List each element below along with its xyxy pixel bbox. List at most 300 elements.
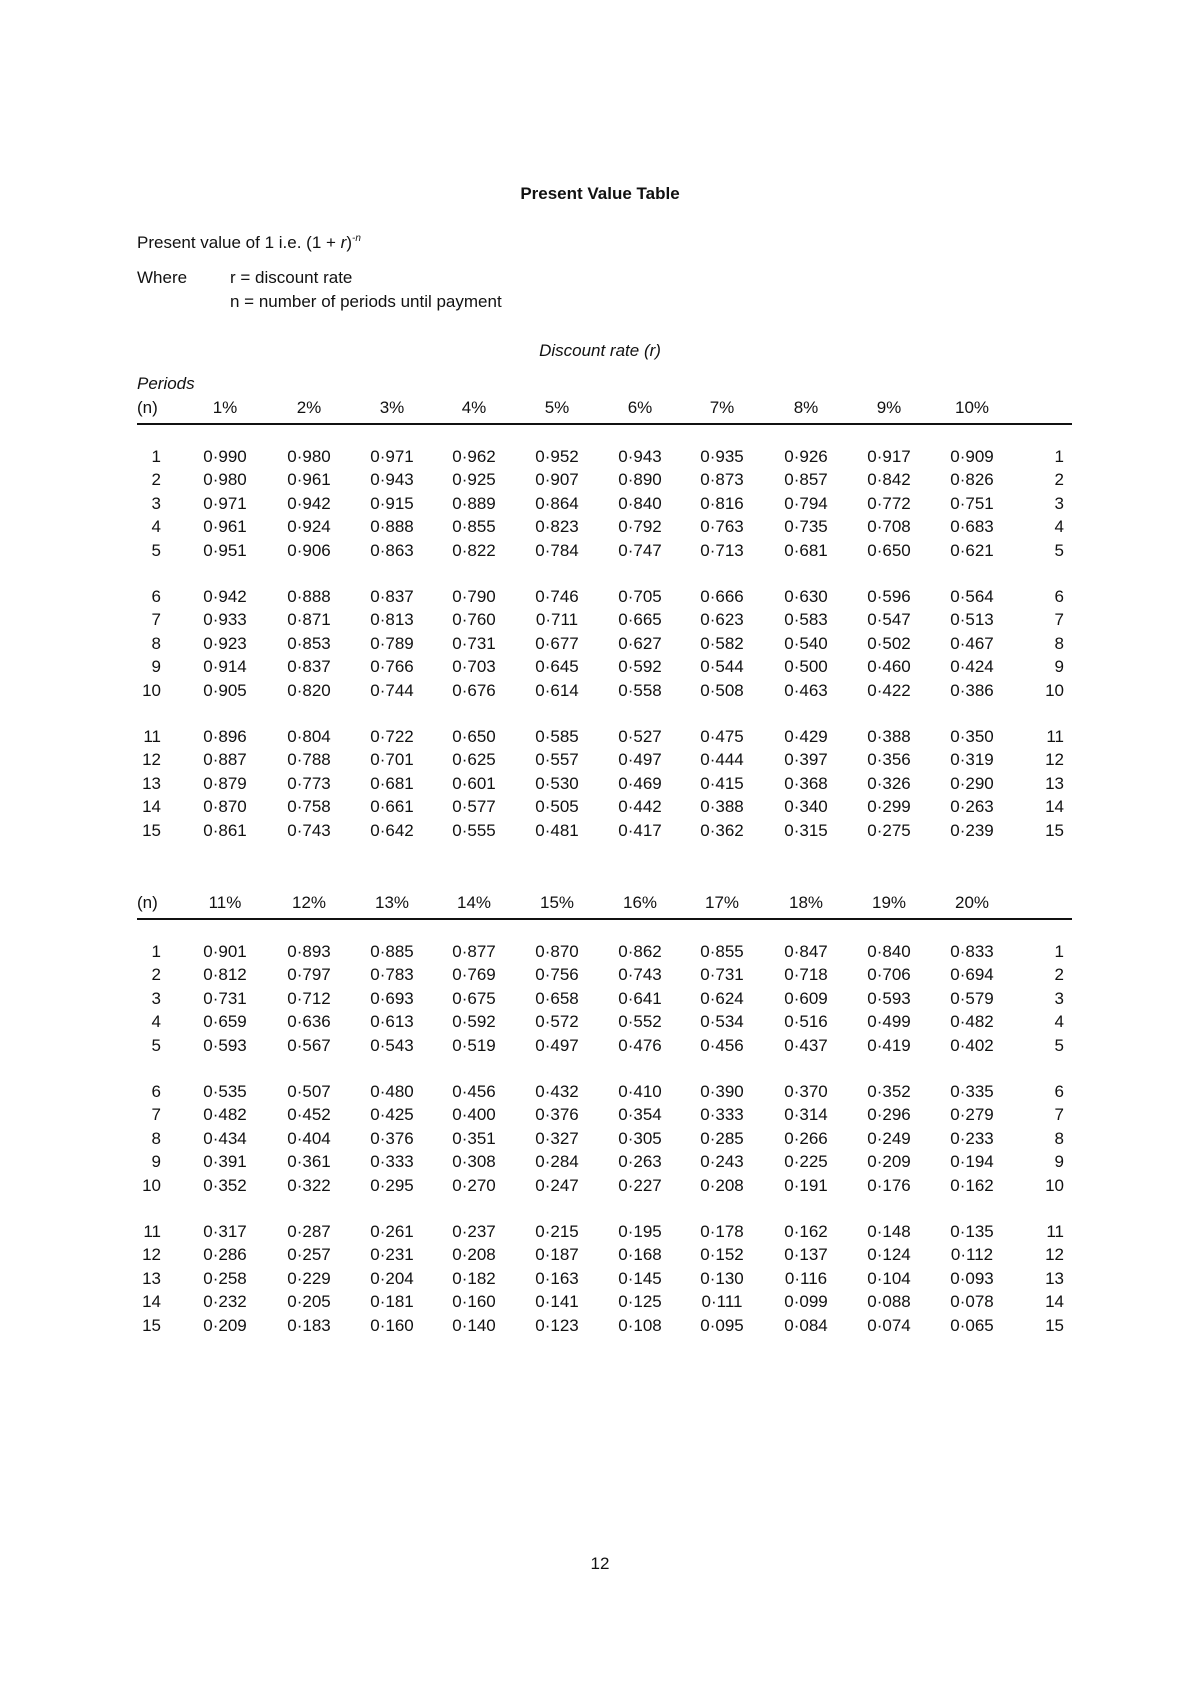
period-label-right: 15 (1045, 1315, 1064, 1335)
table-cell: 0·534 (700, 1012, 744, 1032)
rate-column-header: 8% (793, 398, 819, 417)
table-row (0, 517, 1200, 540)
period-label-left: 10 (142, 1175, 161, 1195)
table-cell: 0·163 (535, 1268, 579, 1288)
table-cell: 0·469 (618, 773, 662, 793)
table-row (0, 634, 1200, 657)
period-label-left: 14 (142, 1292, 161, 1312)
table-cell: 0·907 (535, 470, 579, 490)
rate-column-header: 7% (709, 398, 735, 417)
table-row (0, 610, 1200, 633)
table-cell: 0·609 (784, 988, 828, 1008)
table-cell: 0·111 (701, 1292, 743, 1312)
table-cell: 0·624 (700, 988, 744, 1008)
period-label-right: 3 (1054, 493, 1064, 513)
table-row (0, 494, 1200, 517)
table-cell: 0·914 (203, 657, 247, 677)
table-cell: 0·593 (867, 988, 911, 1008)
table-cell: 0·613 (370, 1012, 414, 1032)
table-cell: 0·481 (535, 820, 579, 840)
table-cell: 0·243 (700, 1152, 744, 1172)
table-cell: 0·746 (535, 587, 579, 606)
table-cell: 0·388 (867, 727, 911, 746)
table-cell: 0·877 (452, 942, 496, 961)
table-cell: 0·905 (203, 680, 247, 700)
period-label-left: 9 (151, 1152, 161, 1172)
table-cell: 0·887 (203, 750, 247, 770)
period-label-left: 15 (142, 820, 161, 840)
table-cell: 0·943 (618, 447, 662, 466)
table-cell: 0·871 (287, 610, 331, 630)
table-cell: 0·593 (203, 1035, 247, 1055)
period-label-left: 14 (142, 797, 161, 817)
table-cell: 0·642 (370, 820, 414, 840)
period-label-left: 10 (142, 680, 161, 700)
table-cell: 0·391 (203, 1152, 247, 1172)
period-label-left: 11 (143, 1222, 161, 1241)
table-cell: 0·400 (452, 1105, 496, 1125)
n-column-header: (n) (137, 893, 158, 912)
table-cell: 0·160 (452, 1292, 496, 1312)
page-title: Present Value Table (520, 184, 680, 203)
table-cell: 0·677 (535, 633, 579, 653)
table-cell: 0·758 (287, 797, 331, 817)
table-cell: 0·125 (618, 1292, 662, 1312)
table-cell: 0·592 (452, 1012, 496, 1032)
table-cell: 0·182 (452, 1268, 496, 1288)
table-cell: 0·390 (700, 1082, 744, 1101)
table-header-row (0, 398, 1200, 422)
table-cell: 0·376 (535, 1105, 579, 1125)
period-label-right: 10 (1045, 680, 1064, 700)
table-cell: 0·711 (535, 610, 579, 630)
table-cell: 0·326 (867, 773, 911, 793)
table-cell: 0·432 (535, 1082, 579, 1101)
table-cell: 0·703 (452, 657, 496, 677)
table-row (0, 1176, 1200, 1199)
table-cell: 0·352 (203, 1175, 247, 1195)
n-column-header: (n) (137, 398, 158, 417)
table-cell: 0·463 (784, 680, 828, 700)
table-row (0, 1129, 1200, 1152)
table-cell: 0·681 (784, 540, 828, 560)
table-cell: 0·404 (287, 1128, 331, 1148)
table-cell: 0·889 (452, 493, 496, 513)
table-cell: 0·084 (784, 1315, 828, 1335)
table-cell: 0·237 (452, 1222, 496, 1241)
table-cell: 0·476 (618, 1035, 662, 1055)
table-cell: 0·630 (784, 587, 828, 606)
table-cell: 0·773 (287, 773, 331, 793)
rate-column-header: 20% (954, 893, 990, 912)
period-label-left: 12 (142, 1245, 161, 1265)
table-cell: 0·804 (287, 727, 331, 746)
header-rule (137, 918, 1072, 920)
table-cell: 0·233 (950, 1128, 994, 1148)
table-cell: 0·099 (784, 1292, 828, 1312)
table-row (0, 541, 1200, 564)
period-label-left: 2 (151, 965, 161, 985)
table-cell: 0·162 (950, 1175, 994, 1195)
period-label-right: 1 (1054, 942, 1064, 961)
period-label-right: 13 (1045, 1268, 1064, 1288)
table-cell: 0·820 (287, 680, 331, 700)
table-cell: 0·659 (203, 1012, 247, 1032)
table-cell: 0·368 (784, 773, 828, 793)
table-cell: 0·980 (287, 447, 331, 466)
formula-r: r (340, 233, 347, 252)
table-cell: 0·862 (618, 942, 662, 961)
table-cell: 0·743 (287, 820, 331, 840)
table-cell: 0·915 (370, 493, 414, 513)
table-cell: 0·572 (535, 1012, 579, 1032)
rate-column-header: 3% (379, 398, 405, 417)
table-cell: 0·286 (203, 1245, 247, 1265)
table-cell: 0·505 (535, 797, 579, 817)
table-cell: 0·104 (867, 1268, 911, 1288)
table-cell: 0·926 (784, 447, 828, 466)
table-cell: 0·315 (784, 820, 828, 840)
rate-column-header: 15% (539, 893, 575, 912)
table-row (0, 1012, 1200, 1035)
table-cell: 0·951 (203, 540, 247, 560)
table-row (0, 750, 1200, 773)
table-cell: 0·284 (535, 1152, 579, 1172)
table-cell: 0·356 (867, 750, 911, 770)
period-label-left: 8 (151, 1128, 161, 1148)
table-row (0, 965, 1200, 988)
table-cell: 0·766 (370, 657, 414, 677)
table-cell: 0·074 (867, 1315, 911, 1335)
table-cell: 0·961 (203, 517, 247, 537)
table-cell: 0·519 (452, 1035, 496, 1055)
period-label-left: 5 (151, 540, 161, 560)
table-cell: 0·327 (535, 1128, 579, 1148)
rate-column-header: 6% (627, 398, 653, 417)
table-cell: 0·917 (867, 447, 911, 466)
period-label-left: 12 (142, 750, 161, 770)
table-cell: 0·176 (867, 1175, 911, 1195)
table-cell: 0·760 (452, 610, 496, 630)
table-cell: 0·124 (867, 1245, 911, 1265)
table-cell: 0·499 (867, 1012, 911, 1032)
table-cell: 0·279 (950, 1105, 994, 1125)
table-cell: 0·722 (370, 727, 414, 746)
table-cell: 0·712 (287, 988, 331, 1008)
period-label-right: 15 (1045, 820, 1064, 840)
table-cell: 0·842 (867, 470, 911, 490)
rate-column-header: 2% (296, 398, 322, 417)
table-cell: 0·783 (370, 965, 414, 985)
table-cell: 0·693 (370, 988, 414, 1008)
table-cell: 0·621 (950, 540, 994, 560)
page-number: 12 (590, 1554, 610, 1573)
table-cell: 0·583 (784, 610, 828, 630)
table-cell: 0·112 (950, 1245, 994, 1265)
table-cell: 0·208 (452, 1245, 496, 1265)
table-row (0, 1316, 1200, 1339)
table-cell: 0·788 (287, 750, 331, 770)
period-label-right: 4 (1054, 1012, 1064, 1032)
table-cell: 0·833 (950, 942, 994, 961)
table-cell: 0·582 (700, 633, 744, 653)
table-cell: 0·370 (784, 1082, 828, 1101)
table-cell: 0·231 (370, 1245, 414, 1265)
table-cell: 0·888 (287, 587, 331, 606)
table-cell: 0·333 (700, 1105, 744, 1125)
table-cell: 0·826 (950, 470, 994, 490)
table-cell: 0·666 (700, 587, 744, 606)
table-cell: 0·263 (950, 797, 994, 817)
table-cell: 0·088 (867, 1292, 911, 1312)
table-cell: 0·141 (535, 1292, 579, 1312)
table-cell: 0·425 (370, 1105, 414, 1125)
table-cell: 0·456 (452, 1082, 496, 1101)
table-cell: 0·837 (287, 657, 331, 677)
table-cell: 0·645 (535, 657, 579, 677)
periods-label: Periods (137, 374, 195, 393)
table-row (0, 681, 1200, 704)
table-cell: 0·896 (203, 727, 247, 746)
table-cell: 0·822 (452, 540, 496, 560)
header-rule (137, 423, 1072, 425)
table-cell: 0·215 (535, 1222, 579, 1241)
period-label-left: 7 (151, 610, 161, 630)
table-cell: 0·410 (618, 1082, 662, 1101)
table-cell: 0·847 (784, 942, 828, 961)
table-cell: 0·792 (618, 517, 662, 537)
table-cell: 0·823 (535, 517, 579, 537)
table-cell: 0·295 (370, 1175, 414, 1195)
table-row (0, 727, 1200, 750)
formula-suffix: ) (346, 233, 352, 252)
table-cell: 0·386 (950, 680, 994, 700)
rate-column-header: 17% (704, 893, 740, 912)
formula-prefix: Present value of 1 i.e. (1 + (137, 233, 341, 252)
table-cell: 0·308 (452, 1152, 496, 1172)
table-cell: 0·579 (950, 988, 994, 1008)
table-cell: 0·513 (950, 610, 994, 630)
table-row (0, 1105, 1200, 1128)
table-cell: 0·500 (784, 657, 828, 677)
period-label-right: 3 (1054, 988, 1064, 1008)
table-cell: 0·108 (618, 1315, 662, 1335)
table-cell: 0·743 (618, 965, 662, 985)
where-label: Where (137, 268, 188, 287)
table-cell: 0·314 (784, 1105, 828, 1125)
table-cell: 0·205 (287, 1292, 331, 1312)
table-cell: 0·636 (287, 1012, 331, 1032)
table-cell: 0·790 (452, 587, 496, 606)
table-cell: 0·971 (370, 447, 414, 466)
table-cell: 0·181 (370, 1292, 414, 1312)
table-cell: 0·713 (700, 540, 744, 560)
rate-column-header: 18% (788, 893, 824, 912)
table-cell: 0·933 (203, 610, 247, 630)
table-cell: 0·623 (700, 610, 744, 630)
table-cell: 0·270 (452, 1175, 496, 1195)
period-label-left: 13 (142, 773, 161, 793)
table-cell: 0·893 (287, 942, 331, 961)
table-cell: 0·708 (867, 517, 911, 537)
period-label-left: 1 (151, 942, 161, 961)
table-cell: 0·145 (618, 1268, 662, 1288)
table-row (0, 989, 1200, 1012)
table-cell: 0·350 (950, 727, 994, 746)
table-cell: 0·257 (287, 1245, 331, 1265)
table-cell: 0·229 (287, 1268, 331, 1288)
period-label-right: 8 (1054, 633, 1064, 653)
period-label-left: 2 (151, 470, 161, 490)
table-cell: 0·763 (700, 517, 744, 537)
table-cell: 0·540 (784, 633, 828, 653)
table-row (0, 587, 1200, 610)
table-cell: 0·923 (203, 633, 247, 653)
table-cell: 0·864 (535, 493, 579, 513)
table-cell: 0·354 (618, 1105, 662, 1125)
period-label-left: 5 (151, 1035, 161, 1055)
table-cell: 0·812 (203, 965, 247, 985)
period-label-right: 12 (1045, 750, 1064, 770)
rate-column-header: 5% (544, 398, 570, 417)
table-cell: 0·285 (700, 1128, 744, 1148)
table-cell: 0·769 (452, 965, 496, 985)
table-cell: 0·879 (203, 773, 247, 793)
table-cell: 0·065 (950, 1315, 994, 1335)
table-cell: 0·263 (618, 1152, 662, 1172)
table-cell: 0·247 (535, 1175, 579, 1195)
table-cell: 0·152 (700, 1245, 744, 1265)
table-cell: 0·837 (370, 587, 414, 606)
table-cell: 0·194 (950, 1152, 994, 1172)
period-label-left: 7 (151, 1105, 161, 1125)
period-label-right: 9 (1054, 1152, 1064, 1172)
table-cell: 0·840 (618, 493, 662, 513)
table-cell: 0·482 (950, 1012, 994, 1032)
table-row (0, 657, 1200, 680)
table-cell: 0·467 (950, 633, 994, 653)
table-cell: 0·990 (203, 447, 247, 466)
table-cell: 0·577 (452, 797, 496, 817)
table-cell: 0·731 (203, 988, 247, 1008)
table-cell: 0·507 (287, 1082, 331, 1101)
period-label-left: 3 (151, 988, 161, 1008)
table-cell: 0·756 (535, 965, 579, 985)
table-cell: 0·596 (867, 587, 911, 606)
table-cell: 0·694 (950, 965, 994, 985)
period-label-right: 13 (1045, 773, 1064, 793)
table-cell: 0·857 (784, 470, 828, 490)
table-cell: 0·225 (784, 1152, 828, 1172)
period-label-right: 11 (1046, 727, 1064, 746)
table-cell: 0·980 (203, 470, 247, 490)
table-cell: 0·544 (700, 657, 744, 677)
table-row (0, 470, 1200, 493)
table-cell: 0·319 (950, 750, 994, 770)
period-label-left: 13 (142, 1268, 161, 1288)
table-cell: 0·227 (618, 1175, 662, 1195)
definition-n: n = number of periods until payment (230, 292, 502, 311)
present-value-table-2 (0, 893, 1200, 1335)
table-cell: 0·361 (287, 1152, 331, 1172)
table-cell: 0·901 (203, 942, 247, 961)
table-cell: 0·625 (452, 750, 496, 770)
table-cell: 0·299 (867, 797, 911, 817)
table-cell: 0·516 (784, 1012, 828, 1032)
definition-r: r = discount rate (230, 268, 353, 287)
table-cell: 0·422 (867, 680, 911, 700)
table-cell: 0·924 (287, 517, 331, 537)
table-cell: 0·676 (452, 680, 496, 700)
table-cell: 0·863 (370, 540, 414, 560)
table-cell: 0·415 (700, 773, 744, 793)
table-cell: 0·397 (784, 750, 828, 770)
table-cell: 0·789 (370, 633, 414, 653)
table-cell: 0·434 (203, 1128, 247, 1148)
table-cell: 0·508 (700, 680, 744, 700)
table-cell: 0·452 (287, 1105, 331, 1125)
period-label-right: 5 (1054, 1035, 1064, 1055)
period-label-right: 2 (1054, 470, 1064, 490)
table-cell: 0·388 (700, 797, 744, 817)
table-cell: 0·290 (950, 773, 994, 793)
table-cell: 0·735 (784, 517, 828, 537)
table-cell: 0·813 (370, 610, 414, 630)
table-cell: 0·376 (370, 1128, 414, 1148)
period-label-right: 11 (1046, 1222, 1064, 1241)
period-label-left: 11 (143, 727, 161, 746)
table-cell: 0·275 (867, 820, 911, 840)
table-cell: 0·209 (867, 1152, 911, 1172)
period-label-left: 1 (151, 447, 161, 466)
table-cell: 0·527 (618, 727, 662, 746)
formula-exponent: -n (352, 233, 361, 244)
period-label-right: 9 (1054, 657, 1064, 677)
table-cell: 0·497 (535, 1035, 579, 1055)
table-cell: 0·909 (950, 447, 994, 466)
table-row (0, 797, 1200, 820)
table-cell: 0·417 (618, 820, 662, 840)
table-cell: 0·178 (700, 1222, 744, 1241)
table-cell: 0·140 (452, 1315, 496, 1335)
table-cell: 0·482 (203, 1105, 247, 1125)
table-cell: 0·794 (784, 493, 828, 513)
rate-column-header: 11% (208, 893, 242, 912)
table-cell: 0·952 (535, 447, 579, 466)
table-cell: 0·362 (700, 820, 744, 840)
period-label-right: 7 (1054, 1105, 1064, 1125)
table-cell: 0·402 (950, 1035, 994, 1055)
period-label-right: 4 (1054, 517, 1064, 537)
period-label-right: 14 (1045, 1292, 1064, 1312)
table-row (0, 1269, 1200, 1292)
table-cell: 0·261 (370, 1222, 414, 1241)
table-cell: 0·870 (535, 942, 579, 961)
table-cell: 0·943 (370, 470, 414, 490)
table-cell: 0·935 (700, 447, 744, 466)
rate-column-header: 19% (871, 893, 907, 912)
table-cell: 0·744 (370, 680, 414, 700)
table-cell: 0·683 (950, 517, 994, 537)
table-cell: 0·209 (203, 1315, 247, 1335)
period-label-left: 15 (142, 1315, 161, 1335)
rate-column-header: 10% (954, 398, 990, 417)
table-row (0, 1036, 1200, 1059)
table-cell: 0·705 (618, 587, 662, 606)
table-row (0, 447, 1200, 470)
period-label-left: 3 (151, 493, 161, 513)
period-label-right: 1 (1054, 447, 1064, 466)
